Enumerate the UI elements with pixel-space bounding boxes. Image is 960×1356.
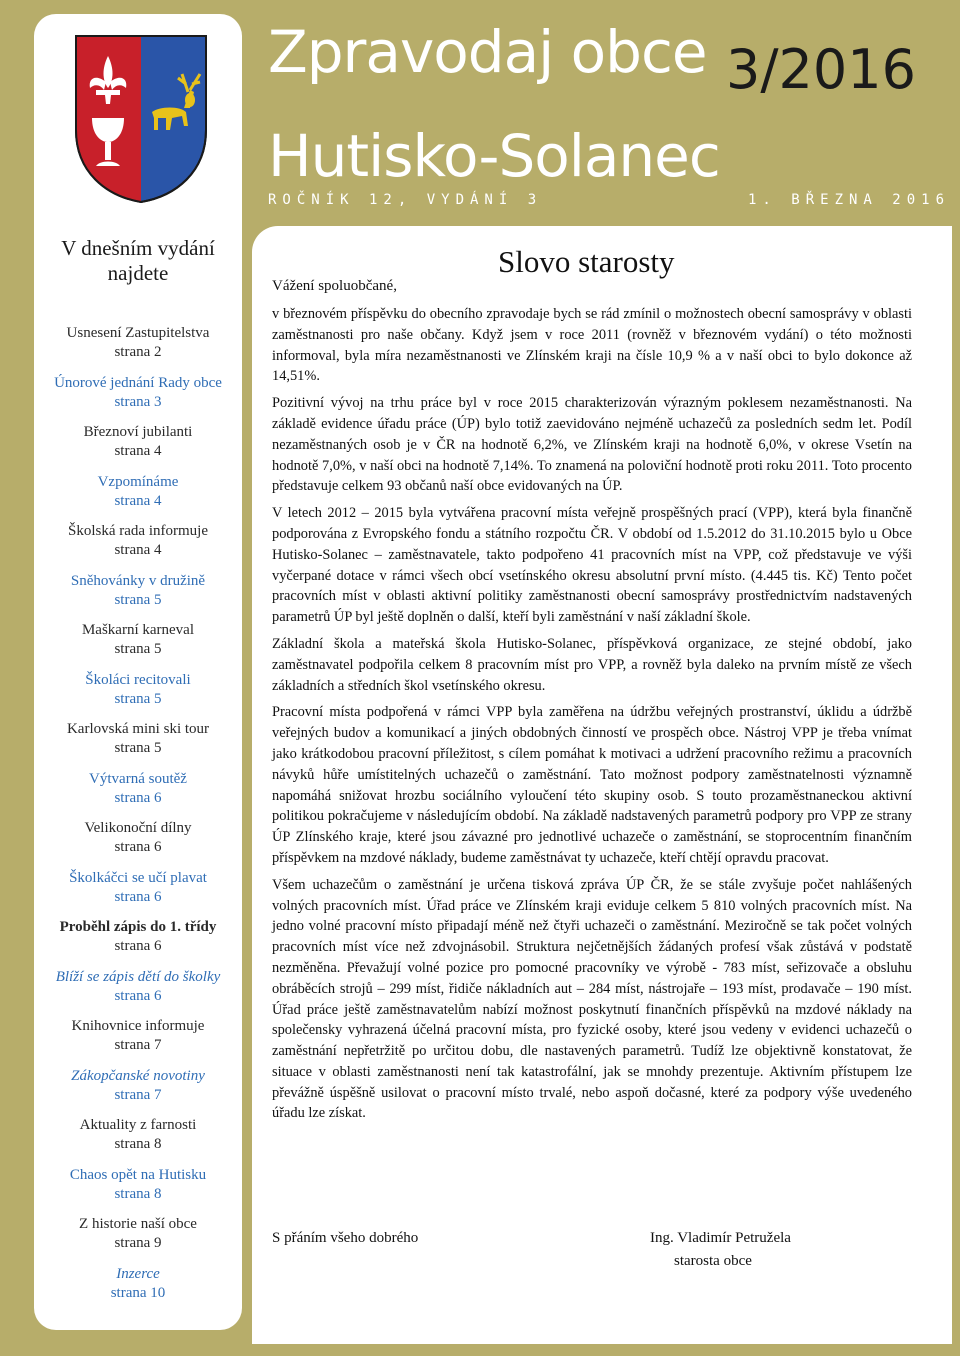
toc-item-title: Výtvarná soutěž [89, 770, 187, 787]
toc-item[interactable] [34, 770, 242, 820]
toc-item-page: strana 3 [114, 393, 162, 410]
toc-item[interactable] [34, 869, 242, 919]
article-paragraph: Všem uchazečům o zaměstnání je určena tisková zpráva ÚP ČR, že se stále zvyšuje počet nahlášených volných pracovních míst. Úřad práce ve Zlínském kraji eviduje celkem 5 810 volných pracovních míst. Na jedno volné pracovní místo připadají méně než čtyři uchazeči o zaměstnání. Meziročně se tak počet volných pracovních míst více než zdvojnásobil. Struktura nejčetnějších žádaných profesí však zůstává v podstatě nezměněna. Převažují volné pozice pro pomocné pracovníky ve výrobě - 783 míst, seřizovače a obsluhu obráběcích strojů – 299 míst, řidiče nákladních aut – 284 míst, nástrojaře – 193 míst, prodavače – 190 míst. Úřad práce ještě zaměstnavatelům nabízí možnost poskytnutí finančních příspěvků na mzdové náklady na společensky vyhrazená účelná pracovní místa, pro fyzické osoby, které jsou vedeny v evidenci uchazečů o zaměstnání nepřetržitě po určitou dobu, dle nastavených parametrů. Tudíž lze objektivně konstatovat, že situace v oblasti zaměstnanosti není tak katastrofální, jak se mnohdy prezentuje. Aktivním přístupem lze převážně úspěšně usilovat o pracovní místo trvalé, nebo aspoň dočasné, které za podpory výše uvedeného úřadu lze získat. [272, 876, 912, 1122]
toc-item-page: strana 10 [110, 1284, 166, 1301]
newsletter-title: Zpravodaj obce [268, 18, 707, 86]
toc-item[interactable] [34, 522, 242, 572]
toc-item-title: Školáci recitovali [85, 671, 191, 688]
article-paragraph: Pozitivní vývoj na trhu práce byl v roce 2015 charakterizován výrazným poklesem nezaměstnanosti. Na základě evidence úřadu práce (ÚP) bylo totiž zaevidováno nejméně uchazečů za posledních sedm let. Podíl nezaměstnaných osob je v ČR na hodnotě 6,2%, ve Zlínském kraji na hodnotě 6,0%, v okrese Vsetín na hodnotě 7,0%, v naší obci na hodnotě 7,14%. To znamená na poloviční hodnotě proti roku 2011. Toto procento představuje celkem 93 občanů naší obce evidovaných na ÚP. [272, 395, 912, 495]
toc-item-page: strana 2 [114, 344, 162, 360]
toc-item-title: Usnesení Zastupitelstva [66, 325, 210, 341]
toc-item-page: strana 4 [114, 542, 162, 558]
toc-item[interactable] [34, 324, 242, 374]
toc-item[interactable] [34, 423, 242, 473]
toc-item-page: strana 5 [114, 740, 162, 756]
article-heading: Slovo starosty [498, 244, 675, 279]
toc-item-page: strana 6 [114, 987, 162, 1004]
issue-date: 1. BŘEZNA 2016 [748, 192, 951, 208]
toc-item[interactable] [34, 819, 242, 869]
toc-item[interactable] [34, 1067, 242, 1117]
toc-item-page: strana 7 [114, 1037, 162, 1053]
toc-item-page: strana 6 [114, 789, 162, 806]
toc-item-page: strana 9 [114, 1235, 162, 1251]
toc-item-title: Školská rada informuje [68, 523, 208, 539]
toc-item-page: strana 5 [114, 690, 162, 707]
article-greeting: Vážení spoluobčané, [272, 278, 397, 294]
table-of-contents [34, 324, 242, 1314]
article-paragraph: V letech 2012 – 2015 byla vytvářena pracovní místa veřejně prospěšných prací (VPP), která byla finančně podporována z Evropského fondu a státního rozpočtu ČR. V období od 1.5.2012 do 31.10.2015 bylo u Obce Hutisko-Solanec – zaměstnavatele, takto podpořeno 41 pracovních míst na VPP, což představuje ve výši vyčerpané dotace v rámci všech obcí vsetínského okresu absolutní první místo. (4.445 tis. Kč) Tento počet pracovních míst v oblasti aktivní politiky zaměstnanosti obecní samosprávy prostřednictvím nadstavených parametrů ÚP byl ještě doplněn o další, kteří byli zaměstnání v naší základní škole. [272, 505, 912, 626]
toc-item-page: strana 8 [114, 1136, 162, 1152]
sidebar [34, 14, 242, 1330]
toc-item-page: strana 8 [114, 1185, 162, 1202]
toc-item-title: Maškarní karneval [81, 622, 195, 638]
closing-greeting: S přáním všeho dobrého [272, 1230, 419, 1246]
toc-item-title: Zákopčanské novotiny [71, 1067, 205, 1084]
toc-item[interactable] [34, 918, 242, 968]
article-paragraph: v březnovém příspěvku do obecního zpravodaje bych se rád zmínil o možnostech obecní samosprávy v oblasti zaměstnanosti pro naše občany. Když jsem v roce 2011 (rovněž v březnovém vydání) o této možnosti informoval, byla míra nezaměstnanosti ve Zlínském kraji na čísle 10,9 % a v naší obci to bylo dokonce až 14,51%. [272, 306, 912, 385]
signature-role: starosta obce [674, 1253, 752, 1269]
municipal-coat-of-arms-icon [72, 34, 210, 204]
toc-item[interactable] [34, 968, 242, 1018]
toc-item-page: strana 6 [114, 888, 162, 905]
toc-item-title: Z historie naší obce [79, 1216, 197, 1232]
toc-item[interactable] [34, 1017, 242, 1067]
toc-item-title: Inzerce [116, 1265, 160, 1282]
toc-item-title: Chaos opět na Hutisku [69, 1166, 207, 1183]
toc-item-page: strana 7 [114, 1086, 162, 1103]
issue-number: 3/2016 [726, 38, 916, 101]
toc-item[interactable] [34, 374, 242, 424]
volume-info: ROČNÍK 12, VYDÁNÍ 3 [268, 192, 543, 208]
article-body [272, 304, 912, 1130]
toc-item[interactable] [34, 1265, 242, 1315]
toc-item-title: Knihovnice informuje [71, 1018, 205, 1034]
toc-item-title: Proběhl zápis do 1. třídy [59, 919, 217, 935]
toc-item-title: Březnoví jubilanti [83, 424, 193, 440]
toc-item-title: Blíží se zápis dětí do školky [55, 968, 221, 985]
toc-item[interactable] [34, 572, 242, 622]
article-paragraph: Základní škola a mateřská škola Hutisko-Solanec, příspěvková organizace, ze stejné období, jako zaměstnavatel podpořila celkem 8 pracovním míst pro VPP, a rovněž byla daleko na prvním místě ze všech základních a středních škol vsetínského okresu. [272, 635, 912, 694]
toc-item[interactable] [34, 1166, 242, 1216]
article-panel [252, 226, 952, 1344]
toc-item[interactable] [34, 720, 242, 770]
toc-item-page: strana 4 [114, 443, 162, 459]
toc-item-page: strana 4 [114, 492, 162, 509]
toc-item[interactable] [34, 1116, 242, 1166]
toc-item-title: Sněhovánky v družině [70, 572, 206, 589]
article-paragraph: Pracovní místa podpořená v rámci VPP byla zaměřena na údržbu veřejných prostranství, úklidu a údržbě veřejných budov a komunikací a jiných obdobných činností ve prospěch obce. Nástroj VPP je třeba vnímat jako krátkodobou pracovní příležitost, s cílem pomáhat k motivaci a udržení pracovního režimu a pracovních návyků hůře umístitelných uchazečů o zaměstnání. Tato možnost podpory zaměstnatelnosti významně napomáhá snižovat hrozbu sociálního vyloučení této skupiny osob. S touto prozaměstnaneckou aktivní politikou pokračujeme v následujícím období. Na základě nadstavených parametrů podpory pro VPP ze strany ÚP Zlínského kraje, které jsou závazné pro jednotlivé uchazeče o zaměstnání, se stoprocentním finančním příspěvkem na mzdové náklady, budeme zaměstnávat ty uchazeče, kteří chtějí opravdu pracovat. [272, 704, 912, 866]
signature-name: Ing. Vladimír Petružela [650, 1230, 791, 1246]
toc-item-page: strana 5 [114, 591, 162, 608]
toc-item-title: Karlovská mini ski tour [66, 721, 210, 737]
toc-item[interactable] [34, 1215, 242, 1265]
toc-item-title: Aktuality z farnosti [79, 1117, 197, 1133]
toc-title: V dnešním vydání najdete [61, 236, 215, 285]
toc-item-title: Vzpomínáme [97, 473, 179, 490]
toc-item-page: strana 5 [114, 641, 162, 657]
toc-item-title: Školkáčci se učí plavat [69, 869, 207, 886]
toc-item-page: strana 6 [114, 938, 162, 954]
toc-item-title: Velikonoční dílny [84, 820, 192, 836]
toc-item[interactable] [34, 671, 242, 721]
toc-item-page: strana 6 [114, 839, 162, 855]
toc-item-title: Únorové jednání Rady obce [54, 374, 222, 391]
municipality-name: Hutisko-Solanec [268, 122, 720, 190]
toc-item[interactable] [34, 621, 242, 671]
toc-item[interactable] [34, 473, 242, 523]
